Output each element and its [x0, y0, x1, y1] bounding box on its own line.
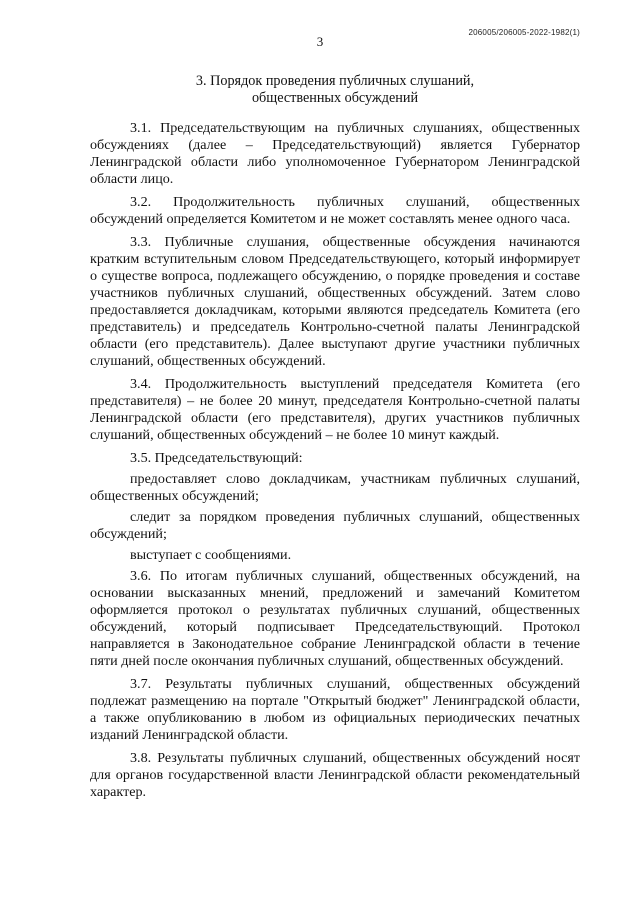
paragraph-3-3: 3.3. Публичные слушания, общественные обсуждения начинаются кратким вступительным словом Председательствующего, который информирует о существе вопроса, подлежащего обсуждению, о порядке проведения и составе участников публичных слушаний, общественных обсуждений. Затем слово предоставляется докладчикам, которыми являются председатель Комитета (его представитель) и председатель Контрольно-счетной палаты Ленинградской области (его представитель). Далее выступают другие участники публичных слушаний, общественных обсуждений.	[90, 234, 580, 369]
document-id: 206005/206005-2022-1982(1)	[468, 28, 580, 37]
paragraph-3-6: 3.6. По итогам публичных слушаний, общественных обсуждений, на основании высказанных мнений, предложений и замечаний Комитетом оформляется протокол о результатах публичных слушаний, общественных обсуждений, который подписывает Председательствующий. Протокол направляется в Законодательное собрание Ленинградской области в течение пяти дней после окончания публичных слушаний, общественных обсуждений.	[90, 568, 580, 669]
paragraph-3-5-item-1: предоставляет слово докладчикам, участникам публичных слушаний, общественных обсуждений;	[90, 471, 580, 504]
paragraph-3-5: 3.5. Председательствующий:	[130, 450, 303, 466]
section-title-line-1: 3. Порядок проведения публичных слушаний,	[195, 73, 475, 89]
document-body	[90, 120, 580, 807]
paragraph-3-4: 3.4. Продолжительность выступлений председателя Комитета (его представителя) – не более 20 минут, председателя Контрольно-счетной палаты Ленинградской области (его представителя), других участников публичных слушаний, общественных обсуждений – не более 10 минут каждый.	[90, 376, 580, 443]
paragraph-3-5-item-3: выступает с сообщениями.	[130, 547, 292, 563]
paragraph-3-7: 3.7. Результаты публичных слушаний, общественных обсуждений подлежат размещению на портале "Открытый бюджет" Ленинградской области, а также опубликованию в любом из официальных периодических печатных изданий Ленинградской области.	[90, 676, 580, 743]
paragraph-3-5-item-2: следит за порядком проведения публичных слушаний, общественных обсуждений;	[90, 509, 580, 542]
page-number: 3	[316, 34, 324, 49]
paragraph-3-1: 3.1. Председательствующим на публичных слушаниях, общественных обсуждениях (далее – Председательствующий) является Губернатор Ленинградской области либо уполномоченное Губернатором Ленинградской области лицо.	[90, 120, 580, 187]
section-title	[90, 73, 580, 107]
paragraph-3-2: 3.2. Продолжительность публичных слушаний, общественных обсуждений определяется Комитетом и не может составлять менее одного часа.	[90, 194, 580, 227]
section-title-line-2: общественных обсуждений	[251, 90, 419, 106]
paragraph-3-8: 3.8. Результаты публичных слушаний, общественных обсуждений носят для органов государственной власти Ленинградской области рекомендательный характер.	[90, 750, 580, 800]
